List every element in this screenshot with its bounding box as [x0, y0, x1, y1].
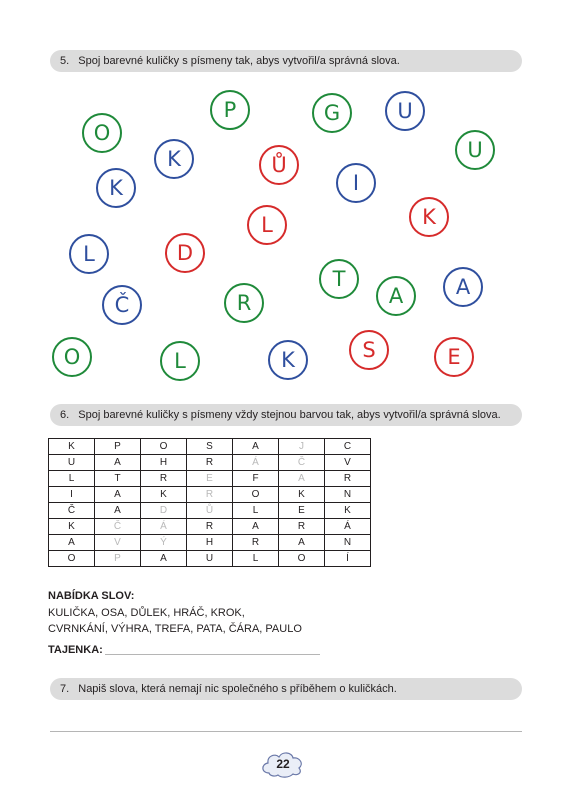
grid-cell[interactable]: C: [325, 439, 371, 455]
grid-row: [49, 439, 371, 455]
ball-letter: K: [109, 175, 123, 200]
word-offer-title: NABÍDKA SLOV:: [48, 590, 135, 602]
letter-ball[interactable]: [165, 233, 205, 273]
grid-cell[interactable]: A: [279, 535, 325, 551]
grid-cell[interactable]: V: [325, 455, 371, 471]
letter-ball[interactable]: [443, 267, 483, 307]
ball-letter: Č: [114, 292, 130, 317]
grid-row: [49, 519, 371, 535]
grid-cell[interactable]: K: [49, 439, 95, 455]
ball-letter: P: [223, 97, 237, 122]
letter-ball[interactable]: [69, 234, 109, 274]
ball-letter: L: [261, 212, 273, 237]
grid-cell[interactable]: Á: [325, 519, 371, 535]
letter-ball[interactable]: [224, 283, 264, 323]
grid-cell[interactable]: E: [187, 471, 233, 487]
grid-cell[interactable]: Ý: [141, 535, 187, 551]
ball-letter: A: [388, 283, 404, 308]
grid-cell[interactable]: Á: [141, 519, 187, 535]
letter-ball[interactable]: [82, 113, 122, 153]
ball-letter: L: [83, 241, 95, 266]
grid-cell[interactable]: Č: [95, 519, 141, 535]
grid-cell[interactable]: Ů: [187, 503, 233, 519]
grid-cell[interactable]: Č: [49, 503, 95, 519]
ball-letter: S: [362, 337, 376, 362]
grid-cell[interactable]: T: [95, 471, 141, 487]
grid-cell[interactable]: I: [49, 487, 95, 503]
grid-cell[interactable]: J: [279, 439, 325, 455]
task-6-number: 6.: [60, 409, 70, 421]
grid-cell[interactable]: R: [279, 519, 325, 535]
letter-ball[interactable]: [349, 330, 389, 370]
ball-letter: E: [447, 344, 461, 369]
grid-cell[interactable]: O: [233, 487, 279, 503]
task-7-text: Napiš slova, která nemají nic společného s příběhem o kuličkách.: [78, 683, 397, 695]
grid-cell[interactable]: R: [187, 519, 233, 535]
letter-ball[interactable]: [455, 130, 495, 170]
ball-letter: I: [352, 170, 360, 195]
grid-cell[interactable]: A: [95, 455, 141, 471]
grid-cell[interactable]: O: [279, 551, 325, 567]
letter-grid: [48, 438, 371, 567]
letter-ball[interactable]: [160, 341, 200, 381]
grid-cell[interactable]: A: [279, 471, 325, 487]
grid-cell[interactable]: L: [49, 471, 95, 487]
grid-cell[interactable]: A: [49, 535, 95, 551]
grid-cell[interactable]: U: [187, 551, 233, 567]
grid-cell[interactable]: K: [141, 487, 187, 503]
grid-cell[interactable]: R: [141, 471, 187, 487]
letter-ball[interactable]: [268, 340, 308, 380]
grid-cell[interactable]: E: [279, 503, 325, 519]
page-number: 22: [276, 757, 290, 771]
word-offer-line-2: CVRNKÁNÍ, VÝHRA, TREFA, PATA, ČÁRA, PAULO: [48, 623, 302, 635]
letter-ball[interactable]: [409, 197, 449, 237]
grid-row: [49, 503, 371, 519]
grid-cell[interactable]: H: [141, 455, 187, 471]
grid-row: [49, 455, 371, 471]
ball-letter: G: [323, 100, 341, 125]
grid-cell[interactable]: R: [233, 535, 279, 551]
grid-cell[interactable]: K: [279, 487, 325, 503]
grid-cell[interactable]: A: [95, 487, 141, 503]
grid-cell[interactable]: L: [233, 503, 279, 519]
grid-cell[interactable]: Č: [279, 455, 325, 471]
grid-cell[interactable]: V: [95, 535, 141, 551]
grid-cell[interactable]: K: [49, 519, 95, 535]
ball-letter: K: [422, 204, 436, 229]
grid-cell[interactable]: L: [233, 551, 279, 567]
ball-letter: O: [93, 120, 111, 145]
ball-letter: T: [332, 266, 346, 291]
grid-cell[interactable]: Á: [233, 455, 279, 471]
grid-cell[interactable]: O: [141, 439, 187, 455]
secret-answer-label: TAJENKA:: [48, 644, 103, 656]
grid-cell[interactable]: A: [233, 519, 279, 535]
grid-cell[interactable]: R: [187, 487, 233, 503]
letter-ball[interactable]: [154, 139, 194, 179]
grid-cell[interactable]: H: [187, 535, 233, 551]
grid-cell[interactable]: R: [325, 471, 371, 487]
grid-cell[interactable]: D: [141, 503, 187, 519]
grid-cell[interactable]: P: [95, 551, 141, 567]
grid-cell[interactable]: Í: [325, 551, 371, 567]
task-6-instruction: [50, 404, 522, 426]
letter-ball[interactable]: [259, 145, 299, 185]
letter-ball[interactable]: [336, 163, 376, 203]
ball-letter: K: [281, 347, 295, 372]
letter-ball[interactable]: [376, 276, 416, 316]
grid-cell[interactable]: A: [141, 551, 187, 567]
grid-cell[interactable]: P: [95, 439, 141, 455]
letter-ball[interactable]: [434, 337, 474, 377]
letter-ball[interactable]: [52, 337, 92, 377]
letter-ball[interactable]: [210, 90, 250, 130]
task-7-instruction: [50, 678, 522, 700]
grid-cell[interactable]: R: [187, 455, 233, 471]
ball-letter: K: [167, 146, 181, 171]
grid-cell[interactable]: U: [49, 455, 95, 471]
letter-ball[interactable]: [102, 285, 142, 325]
ball-letter: U: [397, 98, 413, 123]
task-5-text: Spoj barevné kuličky s písmeny tak, abys vytvořil/a správná slova.: [78, 55, 400, 67]
grid-cell[interactable]: A: [95, 503, 141, 519]
task-5-instruction: [50, 50, 522, 72]
grid-row: [49, 471, 371, 487]
ball-letter: L: [174, 348, 186, 373]
task-6-text: Spoj barevné kuličky s písmeny vždy stejnou barvou tak, abys vytvořil/a správná slova.: [78, 409, 501, 421]
grid-cell[interactable]: N: [325, 535, 371, 551]
letter-ball[interactable]: [247, 205, 287, 245]
footer-divider: [50, 731, 522, 732]
grid-cell[interactable]: S: [187, 439, 233, 455]
task-5-number: 5.: [60, 55, 70, 67]
letter-ball[interactable]: [319, 259, 359, 299]
grid-cell[interactable]: K: [325, 503, 371, 519]
grid-row: [49, 487, 371, 503]
ball-letter: O: [63, 344, 81, 369]
ball-letter: Ů: [271, 152, 287, 177]
ball-letter: A: [455, 274, 471, 299]
word-offer-line-1: KULIČKA, OSA, DŮLEK, HRÁČ, KROK,: [48, 607, 245, 619]
grid-cell[interactable]: F: [233, 471, 279, 487]
ball-letter: R: [236, 290, 252, 315]
grid-row: [49, 551, 371, 567]
letter-ball[interactable]: [312, 93, 352, 133]
grid-cell[interactable]: O: [49, 551, 95, 567]
letter-ball[interactable]: [385, 91, 425, 131]
ball-letter: U: [467, 137, 483, 162]
secret-answer-field[interactable]: [105, 654, 320, 655]
grid-cell[interactable]: N: [325, 487, 371, 503]
grid-row: [49, 535, 371, 551]
ball-letter: D: [176, 240, 194, 265]
grid-cell[interactable]: A: [233, 439, 279, 455]
task-7-number: 7.: [60, 683, 70, 695]
letter-ball[interactable]: [96, 168, 136, 208]
